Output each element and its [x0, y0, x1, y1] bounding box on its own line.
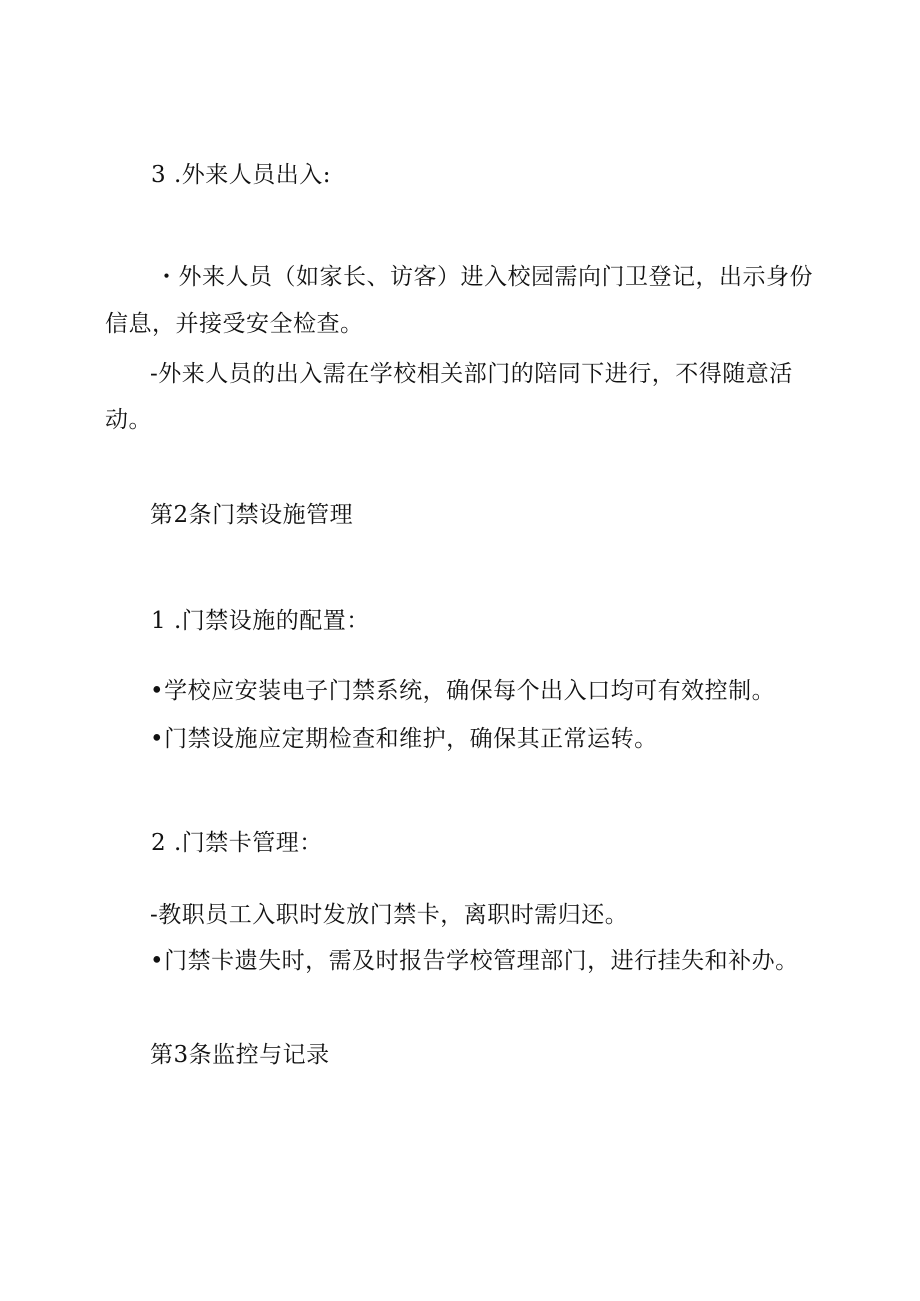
- article-2-title: 第2条门禁设施管理: [150, 502, 354, 528]
- article-2-subsection-1-item-1: •学校应安装电子门禁系统，确保每个出入口均可有效控制。: [150, 678, 776, 704]
- section-3-item-2-line-1: -外来人员的出入需在学校相关部门的陪同下进行，不得随意活: [150, 361, 793, 387]
- article-2-subsection-2-item-1: -教职员工入职时发放门禁卡，离职时需归还。: [150, 902, 629, 928]
- article-3-title: 第3条监控与记录: [150, 1042, 330, 1068]
- article-2-subsection-1-heading: 1 .门禁设施的配置：: [151, 608, 370, 634]
- section-3-item-1-line-1: ・外来人员（如家长、访客）进入校园需向门卫登记，出示身份: [155, 264, 813, 290]
- section-3-item-1-line-2: 信息，并接受安全检查。: [105, 311, 364, 337]
- article-2-subsection-2-item-2: •门禁卡遗失时，需及时报告学校管理部门，进行挂失和补办。: [150, 948, 799, 974]
- section-3-heading: 3 .外来人员出入:: [151, 162, 332, 188]
- section-3-item-2-line-2: 动。: [105, 407, 152, 433]
- article-2-subsection-2-heading: 2 .门禁卡管理：: [151, 830, 323, 856]
- article-2-subsection-1-item-2: •门禁设施应定期检查和维护，确保其正常运转。: [150, 726, 658, 752]
